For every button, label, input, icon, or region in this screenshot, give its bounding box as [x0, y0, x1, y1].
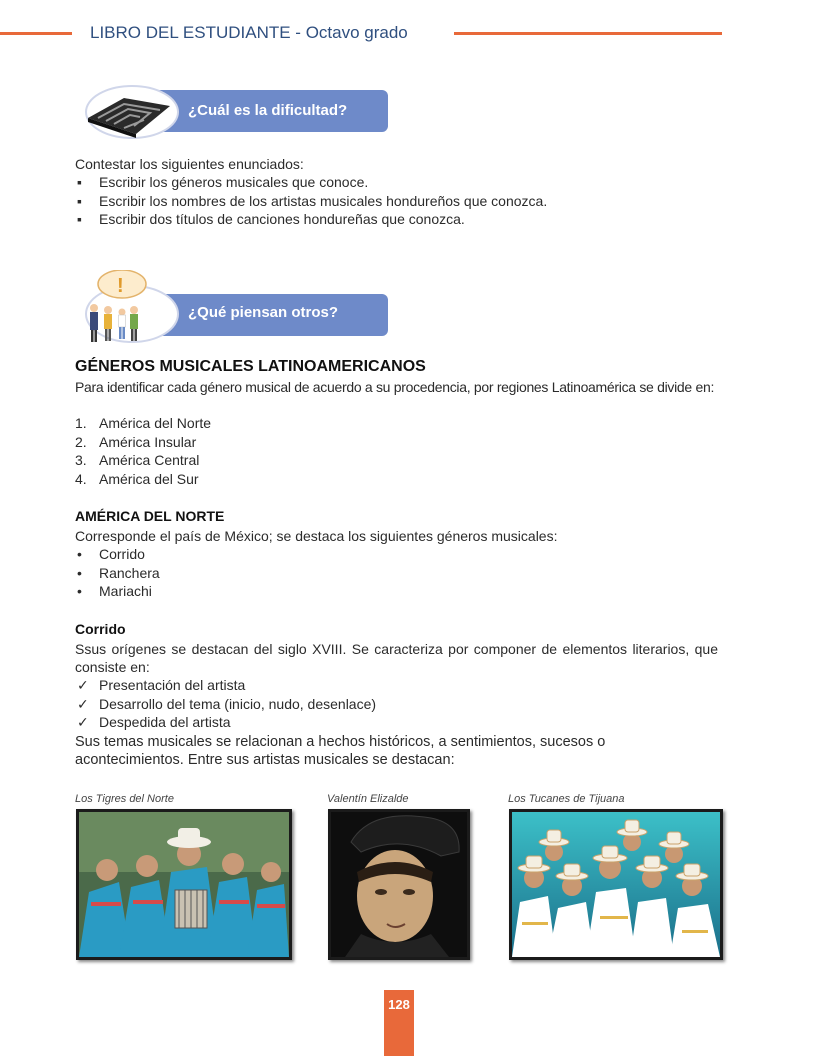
list-item: 4. América del Sur: [75, 470, 199, 487]
section-intro: Para identificar cada género musical de acuerdo a su procedencia, por regiones Latinoamérica se divide en:: [75, 379, 715, 395]
corrido-description: Ssus orígenes se destacan del siglo XVIII. Se caracteriza por componer de elementos literarios, que consiste en:: [75, 641, 718, 675]
region-list: [75, 414, 211, 488]
checkmark-icon: ✓: [77, 714, 89, 730]
page-number: 128: [388, 997, 410, 1012]
photo-valentin-elizalde: [328, 809, 470, 960]
artist-caption: Los Tucanes de Tijuana: [508, 793, 625, 805]
artist-caption: Valentín Elizalde: [327, 793, 409, 805]
list-item: ▪ Escribir dos títulos de canciones hondureñas que conozca.: [77, 211, 465, 227]
list-item: • Mariachi: [77, 583, 152, 599]
bullet-icon: •: [77, 546, 82, 562]
genre-list: [75, 545, 160, 601]
list-item: 1. América del Norte: [75, 415, 212, 431]
list-item: 3. América Central: [75, 452, 200, 468]
photo-los-tucanes-de-tijuana: [509, 809, 723, 960]
people-thinking-icon: [84, 270, 180, 350]
square-bullet-icon: ▪: [77, 174, 82, 190]
header-rule-left: [0, 32, 72, 35]
banner-others: [78, 275, 390, 342]
artist-caption: Los Tigres del Norte: [75, 793, 174, 805]
list-item: ✓ Presentación del artista: [77, 677, 246, 693]
square-bullet-icon: ▪: [77, 211, 82, 227]
banner-label: ¿Cuál es la dificultad?: [188, 102, 348, 119]
corrido-themes: Sus temas musicales se relacionan a hechos históricos, a sentimientos, sucesos o acontecimientos. Entre sus artistas musicales se destacan:: [75, 734, 606, 768]
header-rule-right: [454, 32, 722, 35]
checkmark-icon: ✓: [77, 677, 89, 693]
list-item: ✓ Despedida del artista: [77, 714, 231, 730]
maze-icon: [84, 84, 180, 138]
north-title: AMÉRICA DEL NORTE: [75, 508, 225, 524]
corrido-elements-list: [75, 676, 376, 732]
north-intro: Corresponde el país de México; se destaca los siguientes géneros musicales:: [75, 528, 558, 544]
list-item: ▪ Escribir los nombres de los artistas musicales hondureños que conozca.: [77, 192, 548, 209]
banner-difficulty: [78, 84, 390, 138]
list-item: • Corrido: [77, 546, 145, 562]
list-item: • Ranchera: [77, 564, 160, 581]
checkmark-icon: ✓: [77, 695, 89, 712]
square-bullet-icon: ▪: [77, 192, 82, 209]
corrido-title: Corrido: [75, 621, 126, 637]
photo-los-tigres-del-norte: [76, 809, 292, 960]
banner-label: ¿Qué piensan otros?: [188, 304, 339, 321]
bullet-icon: •: [77, 564, 82, 581]
list-item: ✓ Desarrollo del tema (inicio, nudo, desenlace): [77, 695, 377, 712]
svg-text:!: !: [117, 275, 124, 297]
page-header-title: LIBRO DEL ESTUDIANTE - Octavo grado: [90, 23, 408, 42]
bullet-icon: •: [77, 583, 82, 599]
list-item: ▪ Escribir los géneros musicales que conoce.: [77, 174, 369, 190]
list-item: 2. América Insular: [75, 433, 197, 450]
section-title: GÉNEROS MUSICALES LATINOAMERICANOS: [75, 358, 426, 375]
intro-text: Contestar los siguientes enunciados:: [75, 156, 304, 172]
task-list: [75, 173, 547, 229]
